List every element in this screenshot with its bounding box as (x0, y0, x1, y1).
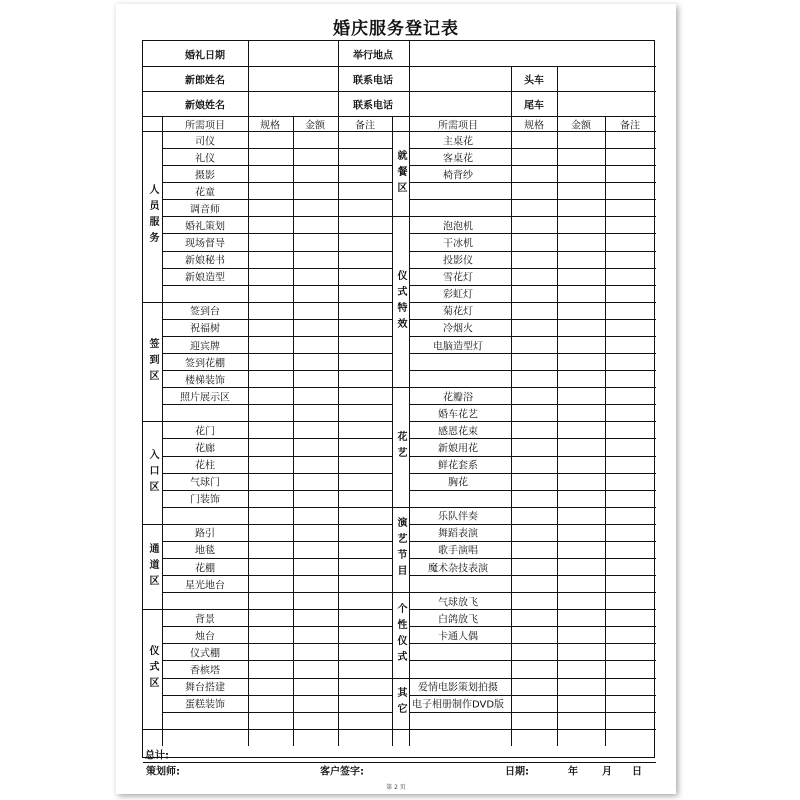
group-separator-line (143, 421, 392, 422)
left-item-label: 楼梯装饰 (185, 375, 225, 387)
left-item-label: 司仪 (195, 136, 215, 148)
groom-phone-label: 联系电话 (353, 75, 393, 86)
left-item-label: 花廊 (195, 443, 215, 455)
left-item-label: 现场督导 (185, 238, 225, 250)
right-group-name: 个性仪式 (395, 602, 406, 667)
client-signature-label: 客户签字: (320, 766, 364, 778)
right-item-label: 感恩花束 (438, 426, 478, 438)
venue-label: 举行地点 (353, 50, 393, 61)
left-item-label: 礼仪 (195, 153, 215, 165)
row-line (409, 199, 656, 200)
row-line (409, 370, 656, 371)
right-item-label: 客桌花 (443, 153, 473, 165)
right-item-label: 舞蹈表演 (438, 528, 478, 540)
left-item-label: 签到台 (190, 306, 220, 318)
left-group-name: 人员服务 (147, 184, 158, 249)
right-group-name: 演艺节目 (395, 517, 406, 582)
column-header-divider (409, 116, 410, 131)
header-divider (248, 41, 249, 116)
left-item-label: 背景 (195, 614, 215, 626)
row-line (162, 285, 392, 286)
left-item-label: 新娘造型 (185, 272, 225, 284)
row-line (409, 353, 656, 354)
row-line (409, 182, 656, 183)
row-line (409, 643, 656, 644)
left-item-label: 花门 (195, 426, 215, 438)
header-row-line (143, 66, 656, 67)
wedding-date-label: 婚礼日期 (185, 50, 225, 61)
right-item-label: 白鸽放飞 (438, 614, 478, 626)
left-item-label: 路引 (195, 528, 215, 540)
month-label: 月 (602, 766, 612, 778)
left-group-name: 仪式区 (147, 645, 158, 694)
left-item-label: 仪式棚 (190, 648, 220, 660)
column-header-divider (338, 116, 339, 131)
column-header-divider (605, 116, 606, 131)
page-number: 第 2 页 (386, 784, 406, 791)
right-item-label: 干冰机 (443, 238, 473, 250)
left-item-label: 签到花棚 (185, 358, 225, 370)
right-item-label: 卡通人偶 (438, 631, 478, 643)
right-item-label: 胸花 (448, 477, 468, 489)
header-divider (511, 66, 512, 116)
right-item-label: 菊花灯 (443, 306, 473, 318)
column-header: 规格 (260, 120, 280, 131)
right-item-label: 冷烟火 (443, 323, 473, 335)
right-group-name: 就餐区 (395, 149, 406, 198)
column-header: 金额 (305, 120, 325, 131)
group-separator-line (392, 729, 656, 730)
tail-car-label: 尾车 (524, 100, 544, 111)
right-item-label: 婚车花艺 (438, 409, 478, 421)
row-line (409, 660, 656, 661)
header-row-line (143, 91, 656, 92)
column-header-divider (511, 116, 512, 131)
left-item-label: 花棚 (195, 563, 215, 575)
left-group-name: 通道区 (147, 542, 158, 591)
total-row-line (143, 762, 656, 763)
right-item-label: 气球放飞 (438, 597, 478, 609)
right-group-name: 花艺 (395, 430, 406, 463)
year-label: 年 (568, 766, 578, 778)
group-separator-line (392, 216, 656, 217)
right-item-label: 魔术杂技表演 (428, 563, 488, 575)
group-separator-line (143, 729, 392, 730)
right-item-label: 主桌花 (443, 136, 473, 148)
left-item-label: 蛋糕装饰 (185, 699, 225, 711)
right-item-label: 电子相册制作DVD版 (411, 699, 505, 711)
left-item-label: 新娘秘书 (185, 255, 225, 267)
day-label: 日 (632, 766, 642, 778)
right-group-name: 其它 (395, 687, 406, 720)
right-item-label: 乐队伴奏 (438, 511, 478, 523)
column-header: 所需项目 (438, 120, 478, 131)
left-item-label: 门装饰 (190, 494, 220, 506)
left-group-name: 入口区 (147, 448, 158, 497)
left-item-label: 迎宾牌 (190, 341, 220, 352)
right-item-label: 投影仪 (443, 255, 473, 267)
planner-label: 策划师: (146, 766, 180, 778)
column-header-divider (392, 116, 393, 131)
column-header-divider (293, 116, 294, 131)
group-separator-line (392, 387, 656, 388)
row-line (409, 712, 656, 713)
column-header: 备注 (355, 120, 375, 131)
total-label: 总计: (145, 750, 169, 762)
column-header-divider (557, 116, 558, 131)
header-divider (557, 66, 558, 116)
column-header: 金额 (571, 120, 591, 131)
groom-name-label: 新郎姓名 (185, 75, 225, 86)
row-line (162, 592, 392, 593)
column-header: 规格 (524, 120, 544, 131)
left-item-label: 花童 (195, 187, 215, 199)
column-header-divider (248, 116, 249, 131)
form-page (116, 4, 676, 794)
right-item-label: 爱情电影策划拍摄 (418, 682, 498, 694)
date-label: 日期: (505, 766, 529, 778)
column-header: 所需项目 (185, 120, 225, 131)
header-divider (409, 41, 410, 116)
left-item-label: 舞台搭建 (185, 682, 225, 694)
lead-car-label: 头车 (524, 75, 544, 86)
bride-name-label: 新娘姓名 (185, 100, 225, 111)
right-item-label: 花瓣浴 (443, 392, 473, 404)
left-item-label: 香槟塔 (190, 665, 220, 677)
group-separator-line (143, 302, 392, 303)
left-item-label: 摄影 (195, 170, 215, 182)
left-item-label: 花柱 (195, 460, 215, 472)
right-item-label: 新娘用花 (438, 443, 478, 455)
right-item-label: 泡泡机 (443, 221, 473, 233)
left-group-name: 签到区 (147, 337, 158, 386)
left-item-label: 地毯 (195, 545, 215, 557)
row-line (162, 507, 392, 508)
group-separator-line (143, 524, 392, 525)
right-item-label: 彩虹灯 (443, 289, 473, 301)
row-line (409, 490, 656, 491)
row-line (409, 575, 656, 576)
left-item-label: 气球门 (190, 477, 220, 489)
left-item-label: 烛台 (195, 631, 215, 643)
column-header-divider (162, 116, 163, 131)
group-separator-line (143, 609, 392, 610)
group-separator-line (392, 507, 656, 508)
row-line (162, 712, 392, 713)
row-line (162, 404, 392, 405)
right-item-label: 雪花灯 (443, 272, 473, 284)
left-item-label: 照片展示区 (180, 392, 230, 404)
right-item-label: 电脑造型灯 (433, 341, 483, 352)
left-item-label: 祝福树 (190, 323, 220, 335)
column-header: 备注 (620, 120, 640, 131)
right-item-label: 鲜花套系 (438, 460, 478, 472)
right-item-label: 椅背纱 (443, 170, 473, 182)
left-item-label: 婚礼策划 (185, 221, 225, 233)
bride-phone-label: 联系电话 (353, 100, 393, 111)
header-row-line (143, 131, 656, 132)
header-divider (338, 41, 339, 116)
right-group-name: 仪式特效 (395, 269, 406, 334)
row-line (409, 473, 656, 474)
group-separator-line (392, 592, 656, 593)
right-item-label: 歌手演唱 (438, 545, 478, 557)
registration-table (142, 40, 655, 762)
left-item-label: 调音师 (190, 204, 220, 216)
left-item-label: 星光地台 (185, 580, 225, 592)
form-title: 婚庆服务登记表 (333, 19, 459, 39)
